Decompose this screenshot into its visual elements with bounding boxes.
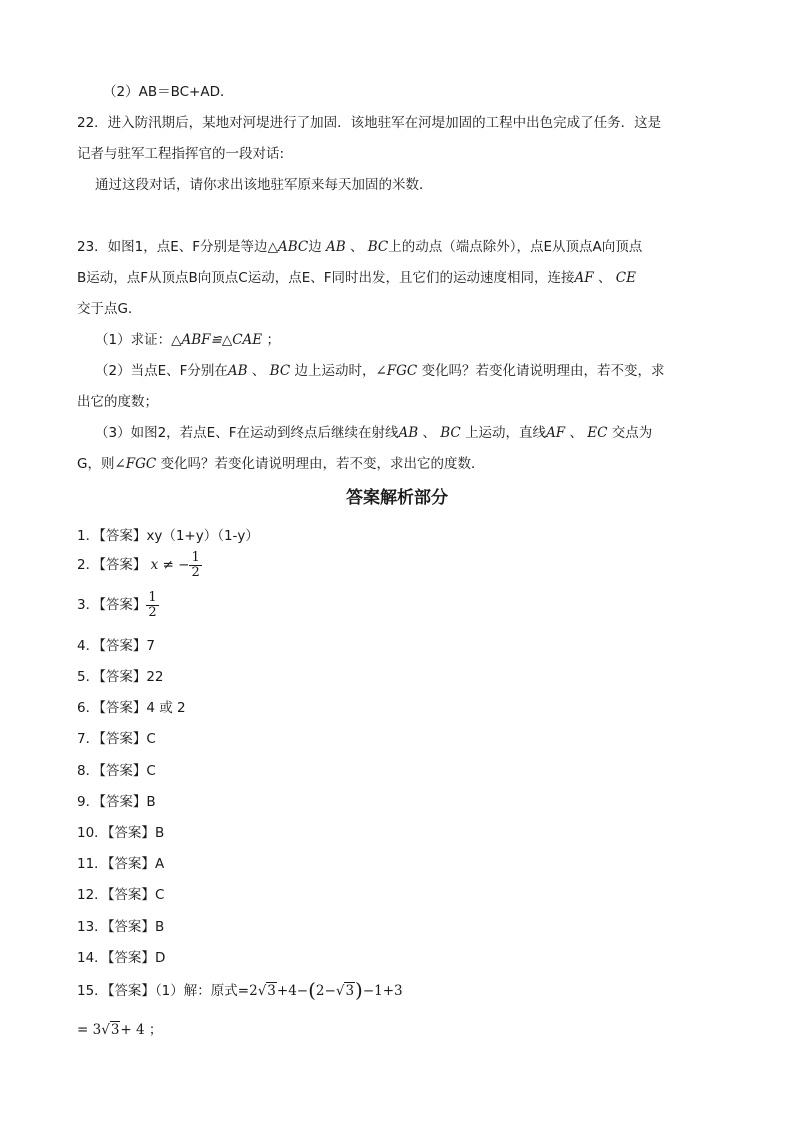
- left-paren-icon: (: [308, 978, 316, 1002]
- answer-3: 3．【答案】 $\frac{1}{2}$: [77, 589, 157, 620]
- fraction: $\frac{1}{2}$: [148, 589, 157, 620]
- answer-13: 13．【答案】B: [77, 919, 165, 935]
- answer-11: 11．【答案】A: [77, 856, 165, 872]
- answer-9: 9．【答案】B: [77, 794, 156, 810]
- q21-part2: （2）AB＝BC+AD．: [103, 84, 234, 100]
- q23-part2-line1: （2）当点E、F分别在AB 、 BC 边上运动时，∠FGC 变化吗？若变化请说明理由，若不变，求: [95, 363, 665, 379]
- answer-6: 6．【答案】4 或 2: [77, 700, 186, 716]
- right-paren-icon: ): [355, 978, 363, 1002]
- answer-4: 4．【答案】7: [77, 638, 155, 654]
- answer-1: 1．【答案】xy（1+y）（1-y）: [77, 528, 259, 544]
- answer-15: 15．【答案】（1）解：原式=2√3+4−(2−√3)−1+3: [77, 978, 403, 1002]
- sqrt-icon: √: [101, 1022, 110, 1038]
- answer-12: 12．【答案】C: [77, 887, 165, 903]
- q23-part3-line1: （3）如图2，若点E、F在运动到终点后继续在射线AB 、 BC 上运动，直线AF 、 EC 交点为: [95, 425, 653, 441]
- q23-part3-line2: G，则∠FGC 变化吗？若变化请说明理由，若不变，求出它的度数．: [77, 456, 485, 472]
- answer-2: 2．【答案】 x ≠ − $\frac{1}{2}$: [77, 549, 200, 580]
- q22-line3: 通过这段对话，请你求出该地驻军原来每天加固的米数．: [95, 177, 433, 193]
- q23-line2: B运动，点F从顶点B向顶点C运动，点E、F同时出发，且它们的运动速度相同，连接AF 、 CE: [77, 270, 636, 286]
- q22-line1: 22．进入防汛期后，某地对河堤进行了加固．该地驻军在河堤加固的工程中出色完成了任务．这是: [77, 115, 662, 131]
- q23-line1: 23．如图1，点E、F分别是等边△ABC边 AB 、 BC上的动点（端点除外），点E从顶点A向顶点: [77, 239, 643, 255]
- answer-14: 14．【答案】D: [77, 950, 166, 966]
- fraction: $\frac{1}{2}$: [191, 549, 200, 580]
- answer-10: 10．【答案】B: [77, 825, 165, 841]
- sqrt-icon: √: [257, 983, 267, 999]
- answers-heading: 答案解析部分: [346, 488, 448, 508]
- sqrt-icon: √: [335, 983, 345, 999]
- q23-part2-line2: 出它的度数；: [77, 394, 158, 410]
- answer-15-line2: = 3√3+ 4 ；: [77, 1022, 163, 1038]
- answer-8: 8．【答案】C: [77, 763, 156, 779]
- q23-line3: 交于点G．: [77, 301, 142, 317]
- q22-line2: 记者与驻军工程指挥官的一段对话:: [77, 146, 285, 162]
- q23-part1: （1）求证：△ABF≌△CAE ；: [95, 332, 280, 348]
- answer-5: 5．【答案】22: [77, 669, 164, 685]
- answer-7: 7．【答案】C: [77, 731, 156, 747]
